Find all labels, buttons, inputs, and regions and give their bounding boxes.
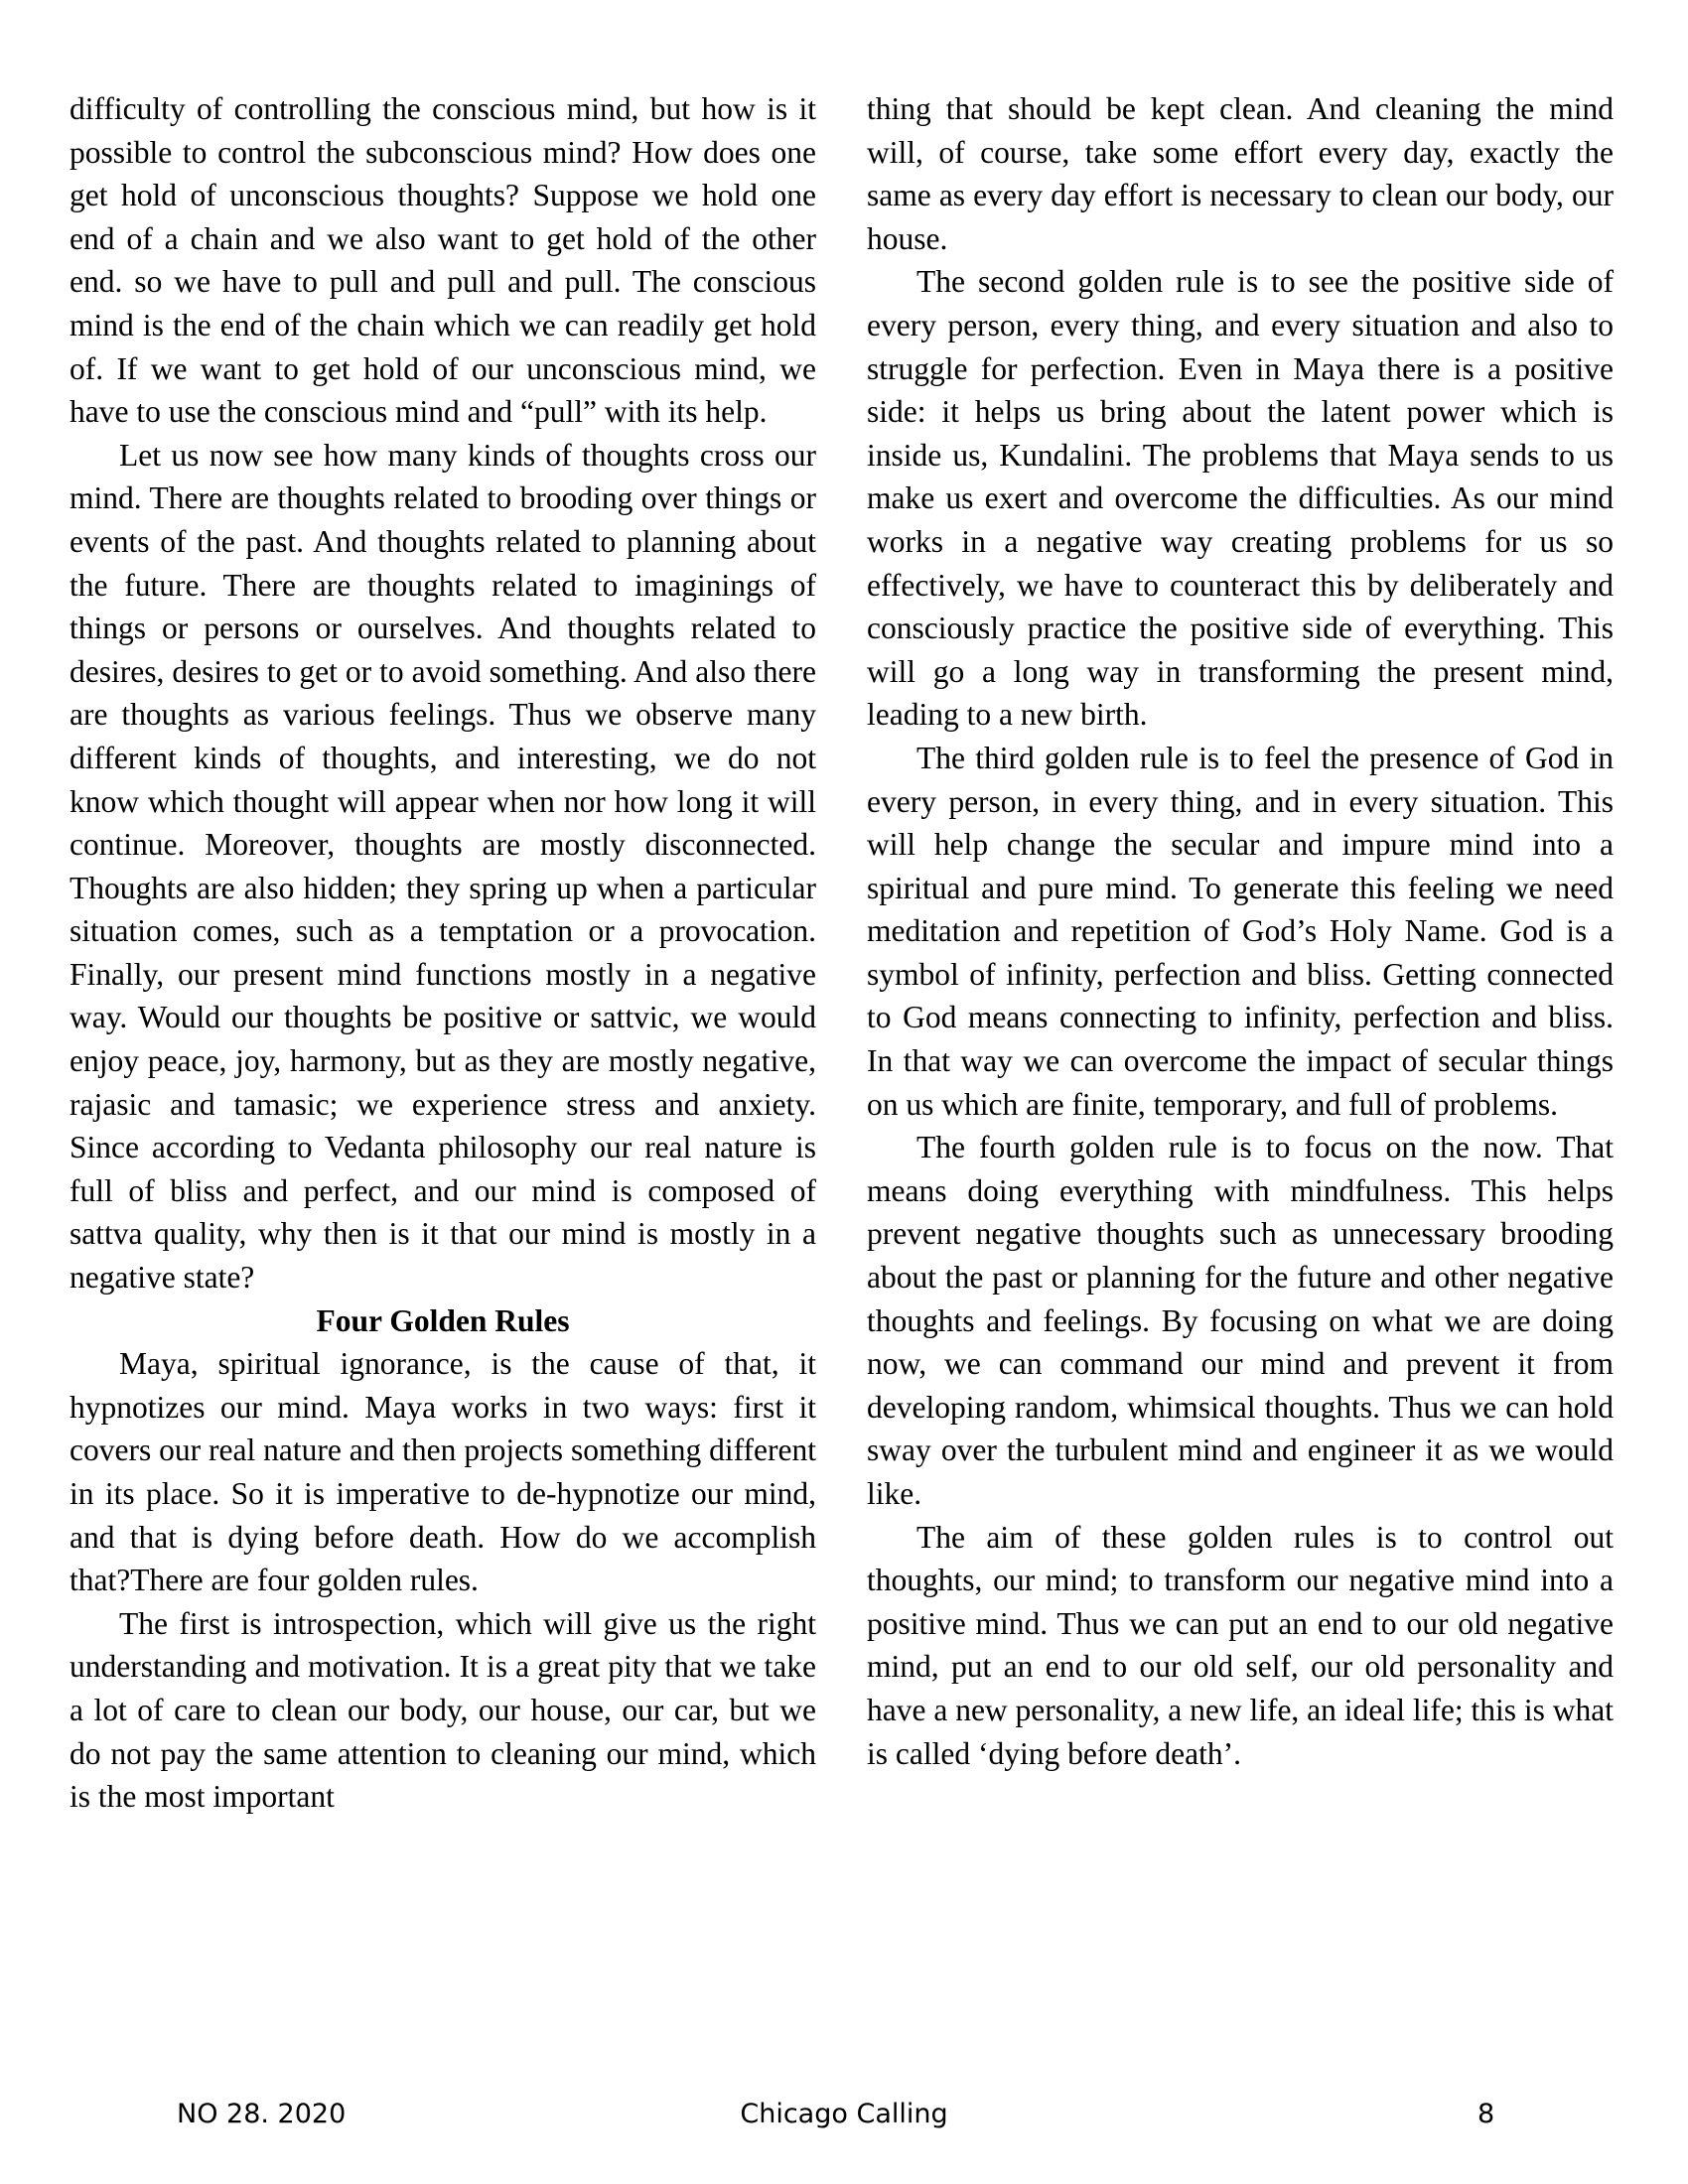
paragraph: The aim of these golden rules is to control out thoughts, our mind; to transform our negative mind into a positive mind. Thus we can put an end to our old negative mind, put an end to our old self, our old personality and have a new personality, a new life, an ideal life; this is what is called ‘dying before death’. [867,1519,1614,1771]
paragraph: thing that should be kept clean. And cleaning the mind will, of course, take some effort every day, exactly the same as every day effort is necessary to clean our body, our house. [867,91,1614,256]
paragraph: The first is introspection, which will give us the right understanding and motivation. It is a great pity that we take a lot of care to clean our body, our house, our car, but we do not pay the same attention to cleaning our mind, which is the most important [70,1605,816,1815]
paragraph: Let us now see how many kinds of thoughts cross our mind. There are thoughts related to brooding over things or events of the past. And thoughts related to planning about the future. There are thoughts related to imaginings of things or persons or ourselves. And thoughts related to desires, desires to get or to avoid something. And also there are thoughts as various feelings. Thus we observe many different kinds of thoughts, and interesting, we do not know which thought will appear when nor how long it will continue. Moreover, thoughts are mostly disconnected. Thoughts are also hidden; they spring up when a particular situation comes, such as a temptation or a provocation. Finally, our present mind functions mostly in a negative way. Would our thoughts be positive or sattvic, we would enjoy peace, joy, harmony, but as they are mostly negative, rajasic and tamasic; we experience stress and anxiety. Since according to Vedanta philosophy our real nature is full of bliss and perfect, and our mind is composed of sattva quality, why then is it that our mind is mostly in a negative state? [70,437,816,1296]
footer-page-number: 8 [1477,2099,1495,2129]
paragraph: difficulty of controlling the conscious mind, but how is it possible to control the subconscious mind? How does one get hold of unconscious thoughts? Suppose we hold one end of a chain and we also want to get hold of the other end. so we have to pull and pull and pull. The conscious mind is the end of the chain which we can readily get hold of. If we want to get hold of our unconscious mind, we have to use the conscious mind and “pull” with its help. [70,91,816,430]
right-column [867,87,1614,1775]
paragraph: The second golden rule is to see the positive side of every person, every thing, and every situation and also to struggle for perfection. Even in Maya there is a positive side: it helps us bring about the latent power which is inside us, Kundalini. The problems that Maya sends to us make us exert and overcome the difficulties. As our mind works in a negative way creating problems for us so effectively, we have to counteract this by deliberately and consciously practice the positive side of everything. This will go a long way in transforming the present mind, leading to a new birth. [867,264,1614,733]
footer-publication-title: Chicago Calling [740,2099,948,2129]
footer-issue: NO 28. 2020 [177,2099,347,2129]
left-column [70,87,816,1819]
section-heading: Four Golden Rules [316,1302,570,1338]
page-footer [0,2095,1688,2134]
paragraph: The fourth golden rule is to focus on the now. That means doing everything with mindfulness. This helps prevent negative thoughts such as unnecessary brooding about the past or planning for the future and other negative thoughts and feelings. By focusing on what we are doing now, we can command our mind and prevent it from developing random, whimsical thoughts. Thus we can hold sway over the turbulent mind and engineer it as we would like. [867,1130,1614,1511]
paragraph: Maya, spiritual ignorance, is the cause of that, it hypnotizes our mind. Maya works in two ways: first it covers our real nature and then projects something different in its place. So it is imperative to de-hypnotize our mind, and that is dying before death. How do we accomplish that?There are four golden rules. [70,1346,816,1598]
paragraph: The third golden rule is to feel the presence of God in every person, in every thing, and in every situation. This will help change the secular and impure mind into a spiritual and pure mind. To generate this feeling we need meditation and repetition of God’s Holy Name. God is a symbol of infinity, perfection and bliss. Getting connected to God means connecting to infinity, perfection and bliss. In that way we can overcome the impact of secular things on us which are finite, temporary, and full of problems. [867,740,1614,1122]
